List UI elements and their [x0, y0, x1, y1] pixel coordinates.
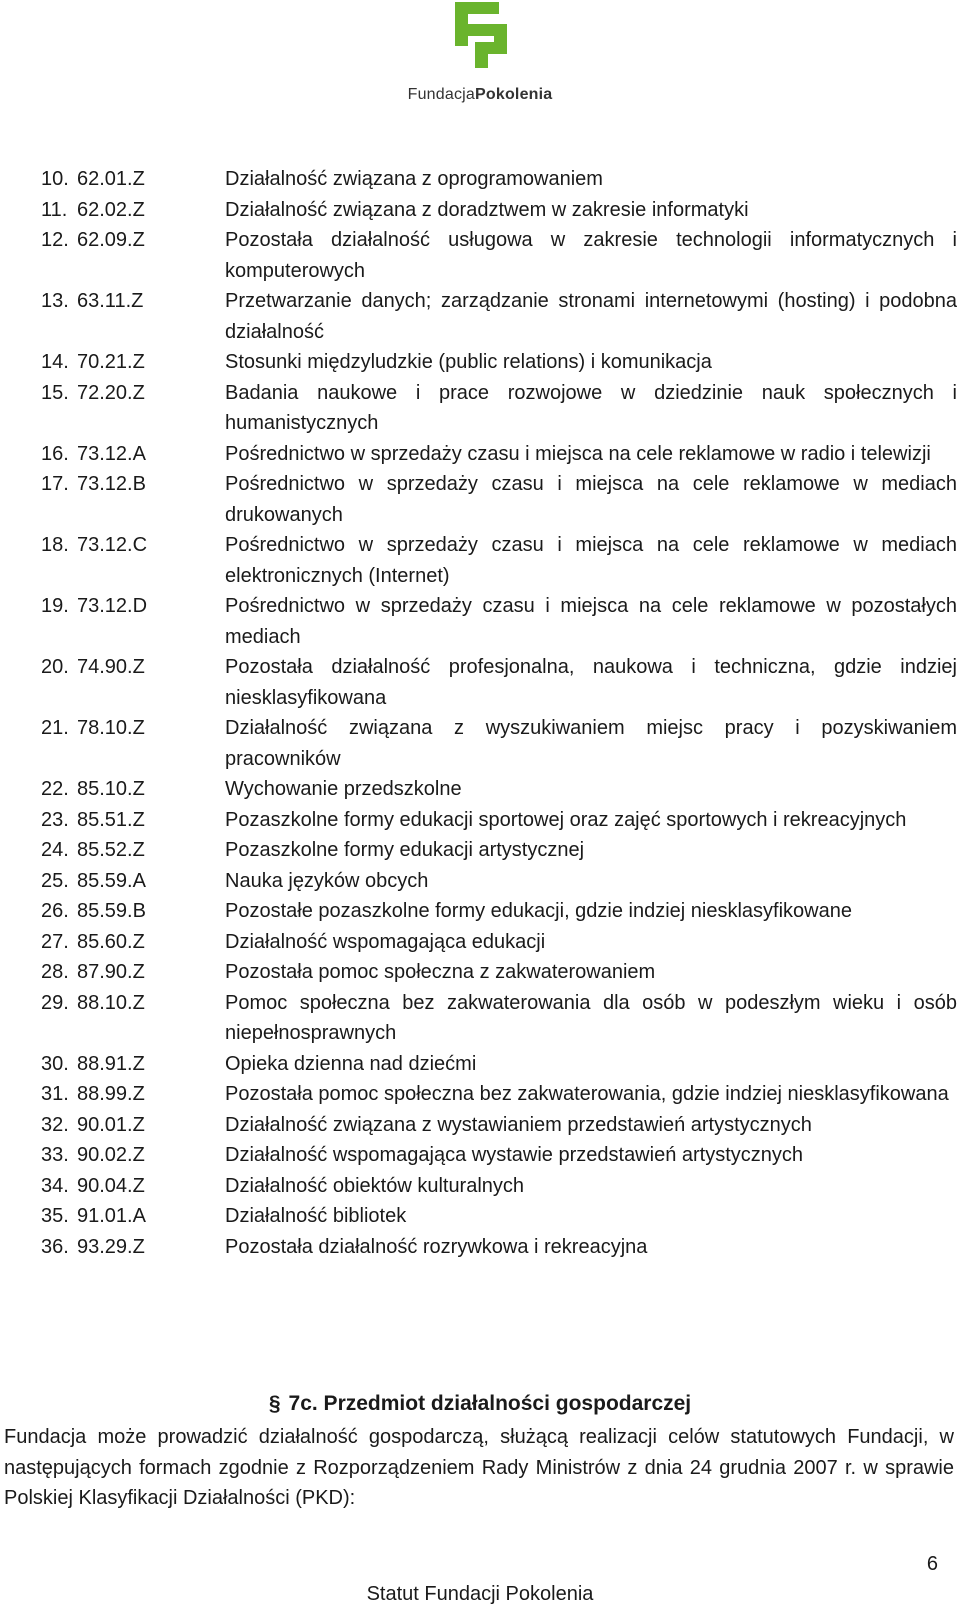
page-number: 6 — [926, 1553, 938, 1575]
list-item — [41, 866, 957, 897]
list-item — [41, 530, 957, 591]
list-item — [41, 927, 957, 958]
pkd-description: Pozostałe pozaszkolne formy edukacji, gdzie indziej niesklasyfikowane — [225, 900, 852, 922]
pkd-description: Stosunki międzyludzkie (public relations) i komunikacja — [225, 351, 712, 373]
pkd-code: 62.01.Z — [77, 168, 145, 190]
list-item-number: 33. — [41, 1144, 69, 1166]
list-item — [41, 835, 957, 866]
pkd-description: Działalność wspomagająca wystawie przedstawień artystycznych — [225, 1144, 804, 1166]
pkd-code: 87.90.Z — [77, 961, 145, 983]
pkd-code: 85.51.Z — [77, 808, 145, 831]
pkd-description: Działalność wspomagająca edukacji — [225, 930, 546, 953]
pkd-code: 88.99.Z — [77, 1083, 145, 1105]
pkd-description: Działalność związana z wystawianiem przedstawień artystycznych — [225, 1113, 812, 1136]
section-paragraph: Fundacja może prowadzić działalność gospodarczą, służącą realizacji celów statutowych Fundacji, w następujących formach zgodnie z Rozporządzeniem Rady Ministrów z dnia 24 grudnia 2007 r. w sprawie Polskiej Klasyfikacji Działalności (PKD): — [4, 1426, 954, 1509]
pkd-description: Wychowanie przedszkolne — [225, 778, 462, 800]
list-item — [41, 1049, 957, 1080]
section-title: 7c. Przedmiot działalności gospodarczej — [288, 1392, 692, 1415]
pkd-code: 85.59.A — [77, 869, 146, 892]
fundacja-pokolenia-logo-icon — [455, 2, 507, 68]
page-footer: Statut Fundacji Pokolenia — [366, 1583, 594, 1605]
pkd-code: 62.09.Z — [77, 229, 145, 251]
list-item-number: 27. — [41, 930, 69, 953]
list-item — [41, 378, 957, 439]
pkd-description: Pośrednictwo w sprzedaży czasu i miejsca na cele reklamowe w mediach elektronicznych (Internet) — [225, 534, 957, 587]
paragraph-symbol: § — [268, 1392, 281, 1415]
list-item-number: 14. — [41, 351, 69, 373]
pkd-description: Działalność związana z doradztwem w zakresie informatyki — [225, 198, 749, 221]
list-item-number: 16. — [41, 442, 69, 465]
list-item — [41, 1201, 957, 1232]
pkd-description: Nauka języków obcych — [225, 869, 429, 892]
pkd-description: Działalność związana z wyszukiwaniem miejsc pracy i pozyskiwaniem pracowników — [225, 717, 957, 770]
list-item-number: 25. — [41, 869, 69, 892]
list-item-number: 19. — [41, 595, 69, 617]
list-item — [41, 1079, 957, 1110]
pkd-description: Pozaszkolne formy edukacji sportowej oraz zajęć sportowych i rekreacyjnych — [225, 808, 907, 831]
pkd-description: Działalność związana z oprogramowaniem — [225, 168, 603, 190]
pkd-code: 85.59.B — [77, 900, 146, 922]
pkd-code: 73.12.A — [77, 442, 146, 465]
list-item-number: 32. — [41, 1113, 69, 1136]
pkd-code: 88.10.Z — [77, 991, 145, 1014]
pkd-description: Pozostała pomoc społeczna z zakwaterowaniem — [225, 961, 656, 983]
pkd-description: Badania naukowe i prace rozwojowe w dziedzinie nauk społecznych i humanistycznych — [225, 381, 957, 434]
logo-wordmark — [0, 86, 960, 104]
pkd-description: Przetwarzanie danych; zarządzanie stronami internetowymi (hosting) i podobna działalność — [225, 290, 957, 343]
pkd-code: 90.02.Z — [77, 1144, 145, 1166]
pkd-code: 90.04.Z — [77, 1174, 145, 1197]
pkd-description: Pośrednictwo w sprzedaży czasu i miejsca na cele reklamowe w mediach drukowanych — [225, 473, 957, 526]
list-item — [41, 347, 957, 378]
list-item-number: 21. — [41, 717, 69, 739]
list-item-number: 31. — [41, 1083, 69, 1105]
pkd-description: Pozostała działalność usługowa w zakresie technologii informatycznych i komputerowych — [225, 229, 957, 282]
list-item — [41, 1232, 957, 1263]
pkd-code: 73.12.B — [77, 473, 146, 495]
pkd-code: 90.01.Z — [77, 1113, 145, 1136]
pkd-description: Pośrednictwo w sprzedaży czasu i miejsca na cele reklamowe w pozostałych mediach — [225, 595, 957, 648]
list-item-number: 26. — [41, 900, 69, 922]
logo-text-pokolenia: Pokolenia — [475, 86, 553, 103]
pkd-code: 73.12.D — [77, 595, 148, 617]
list-item — [41, 591, 957, 652]
list-item-number: 29. — [41, 991, 69, 1014]
list-item — [41, 988, 957, 1049]
pkd-description: Pomoc społeczna bez zakwaterowania dla osób w podeszłym wieku i osób niepełnosprawnych — [225, 991, 957, 1044]
pkd-description: Pozostała pomoc społeczna bez zakwaterowania, gdzie indziej niesklasyfikowana — [225, 1083, 949, 1105]
list-item — [41, 195, 957, 226]
pkd-code: 93.29.Z — [77, 1235, 145, 1258]
pkd-code: 85.10.Z — [77, 778, 145, 800]
list-item-number: 18. — [41, 534, 69, 556]
pkd-code: 63.11.Z — [77, 290, 144, 312]
pkd-description: Działalność bibliotek — [225, 1205, 407, 1227]
pkd-code: 78.10.Z — [77, 717, 145, 739]
list-item-number: 30. — [41, 1052, 69, 1075]
list-item — [41, 1140, 957, 1171]
pkd-description: Pośrednictwo w sprzedaży czasu i miejsca na cele reklamowe w radio i telewizji — [225, 442, 931, 465]
pkd-description: Działalność obiektów kulturalnych — [225, 1174, 525, 1197]
logo-text-fundacja: Fundacja — [407, 86, 476, 103]
pkd-code: 91.01.A — [77, 1205, 146, 1227]
pkd-code: 70.21.Z — [77, 351, 145, 373]
list-item — [41, 896, 957, 927]
list-item-number: 11. — [41, 198, 68, 221]
list-item — [41, 1110, 957, 1141]
pkd-code: 72.20.Z — [77, 381, 145, 404]
pkd-description: Pozostała działalność profesjonalna, naukowa i techniczna, gdzie indziej niesklasyfikowana — [225, 656, 957, 709]
list-item — [41, 774, 957, 805]
pkd-code: 74.90.Z — [77, 656, 145, 678]
pkd-code: 73.12.C — [77, 534, 148, 556]
pkd-description: Pozaszkolne formy edukacji artystycznej — [225, 839, 585, 861]
list-item-number: 15. — [41, 381, 69, 404]
list-item-number: 12. — [41, 229, 69, 251]
list-item-number: 10. — [41, 168, 69, 190]
list-item — [41, 439, 957, 470]
list-item-number: 28. — [41, 961, 69, 983]
list-item — [41, 1171, 957, 1202]
pkd-description: Pozostała działalność rozrywkowa i rekreacyjna — [225, 1235, 648, 1258]
list-item-number: 34. — [41, 1174, 69, 1197]
header — [0, 0, 960, 120]
list-item — [41, 286, 957, 347]
list-item-number: 13. — [41, 290, 69, 312]
list-item-number: 20. — [41, 656, 69, 678]
list-item — [41, 164, 957, 195]
pkd-code: 62.02.Z — [77, 198, 145, 221]
list-item — [41, 469, 957, 530]
list-item — [41, 225, 957, 286]
pkd-code: 85.52.Z — [77, 839, 145, 861]
pkd-code: 85.60.Z — [77, 930, 145, 953]
list-item-number: 24. — [41, 839, 69, 861]
list-item — [41, 652, 957, 713]
list-item-number: 23. — [41, 808, 69, 831]
list-item — [41, 957, 957, 988]
section-heading — [0, 1392, 960, 1416]
list-item-number: 36. — [41, 1235, 69, 1258]
list-item — [41, 805, 957, 836]
list-item — [41, 713, 957, 774]
list-item-number: 35. — [41, 1205, 69, 1227]
list-item-number: 17. — [41, 473, 69, 495]
pkd-activity-list — [41, 164, 957, 1262]
pkd-code: 88.91.Z — [77, 1052, 145, 1075]
pkd-description: Opieka dzienna nad dziećmi — [225, 1052, 477, 1075]
list-item-number: 22. — [41, 778, 69, 800]
